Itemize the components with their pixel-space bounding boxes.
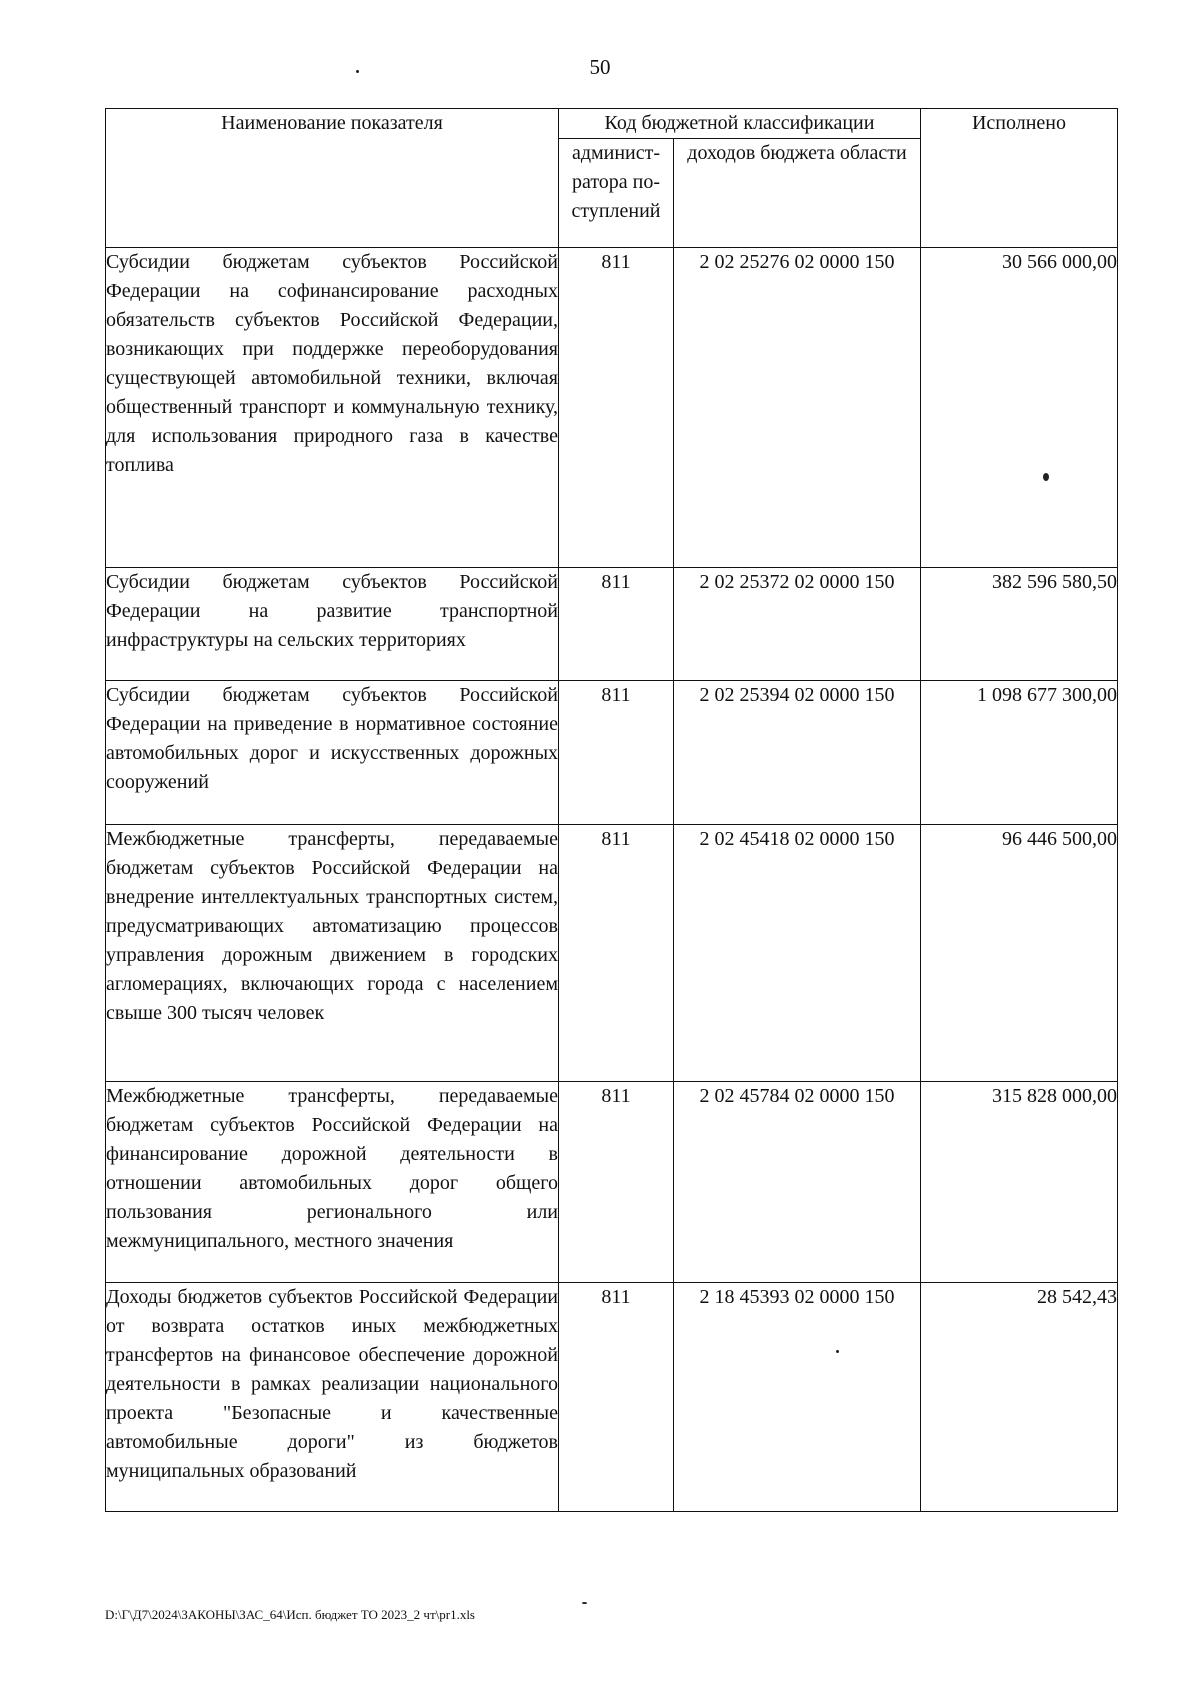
row-income-code: 2 02 25276 02 0000 150 xyxy=(674,248,921,568)
row-executed-amount: 30 566 000,00 xyxy=(921,248,1118,568)
table-row xyxy=(106,1283,1118,1512)
row-admin-code: 811 xyxy=(559,248,674,568)
row-executed-amount: 1 098 677 300,00 xyxy=(921,681,1118,825)
table-row xyxy=(106,248,1118,568)
row-executed-amount: 315 828 000,00 xyxy=(921,1082,1118,1283)
scan-speck xyxy=(836,1350,839,1353)
header-income-code: доходов бюджета области xyxy=(674,139,921,248)
header-budget-classification-code: Код бюджетной классификации xyxy=(559,109,921,139)
header-administrator: админист-ратора по-ступлений xyxy=(559,139,674,248)
row-admin-code: 811 xyxy=(559,1283,674,1512)
row-indicator-name: Субсидии бюджетам субъектов Российской Федерации на приведение в нормативное состояние автомобильных дорог и искусственных дорожных сооружений xyxy=(106,681,559,825)
row-income-code: 2 18 45393 02 0000 150 xyxy=(674,1283,921,1512)
row-indicator-name: Субсидии бюджетам субъектов Российской Федерации на развитие транспортной инфраструктуры на сельских территориях xyxy=(106,568,559,681)
row-executed-amount: 382 596 580,50 xyxy=(921,568,1118,681)
table-row xyxy=(106,1082,1118,1283)
row-income-code: 2 02 25372 02 0000 150 xyxy=(674,568,921,681)
row-indicator-name: Межбюджетные трансферты, передаваемые бюджетам субъектов Российской Федерации на внедрение интеллектуальных транспортных систем, предусматривающих автоматизацию процессов управления дорожным движением в городских агломерациях, включающих города с населением свыше 300 тысяч человек xyxy=(106,825,559,1082)
page-number: 50 xyxy=(589,55,611,79)
row-income-code: 2 02 45784 02 0000 150 xyxy=(674,1082,921,1283)
file-path-footer: D:\Г\Д7\2024\ЗАКОНЫ\ЗАС_64\Исп. бюджет ТО 2023_2 чт\pr1.xls xyxy=(105,1607,475,1622)
scan-speck xyxy=(356,70,359,73)
table-row xyxy=(106,825,1118,1082)
row-executed-amount: 28 542,43 xyxy=(921,1283,1118,1512)
header-indicator-name: Наименование показателя xyxy=(106,109,559,248)
row-indicator-name: Доходы бюджетов субъектов Российской Федерации от возврата остатков иных межбюджетных трансфертов на финансовое обеспечение дорожной деятельности в рамках реализации национального проекта "Безопасные и качественные автомобильные дороги" из бюджетов муниципальных образований xyxy=(106,1283,559,1512)
row-indicator-name: Межбюджетные трансферты, передаваемые бюджетам субъектов Российской Федерации на финансирование дорожной деятельности в отношении автомобильных дорог общего пользования регионального или межмуниципального, местного значения xyxy=(106,1082,559,1283)
table-row xyxy=(106,681,1118,825)
row-indicator-name: Субсидии бюджетам субъектов Российской Федерации на софинансирование расходных обязательств субъектов Российской Федерации, возникающих при поддержке переоборудования существующей автомобильной техники, включая общественный транспорт и коммунальную технику, для использования природного газа в качестве топлива xyxy=(106,248,559,568)
row-admin-code: 811 xyxy=(559,825,674,1082)
row-admin-code: 811 xyxy=(559,1082,674,1283)
row-income-code: 2 02 45418 02 0000 150 xyxy=(674,825,921,1082)
row-income-code: 2 02 25394 02 0000 150 xyxy=(674,681,921,825)
row-admin-code: 811 xyxy=(559,568,674,681)
scan-speck xyxy=(582,1602,587,1604)
budget-table xyxy=(105,108,1118,1512)
row-executed-amount: 96 446 500,00 xyxy=(921,825,1118,1082)
scan-speck xyxy=(1043,473,1049,481)
row-admin-code: 811 xyxy=(559,681,674,825)
header-executed: Исполнено xyxy=(921,109,1118,248)
table-row xyxy=(106,568,1118,681)
